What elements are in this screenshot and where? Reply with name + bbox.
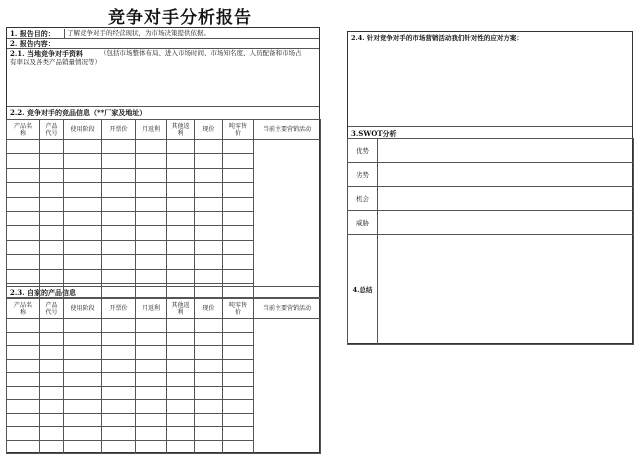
table-cell bbox=[195, 283, 223, 297]
divider bbox=[7, 106, 319, 107]
table-cell bbox=[136, 240, 167, 254]
table-cell bbox=[40, 427, 64, 441]
swot-threat-label: 威胁 bbox=[348, 211, 378, 235]
column-header bbox=[223, 299, 254, 319]
table-cell bbox=[136, 319, 167, 333]
column-header bbox=[195, 299, 223, 319]
table-cell bbox=[40, 413, 64, 427]
table-cell bbox=[40, 255, 64, 269]
column-header bbox=[102, 299, 136, 319]
table-cell bbox=[7, 359, 40, 373]
column-header bbox=[254, 299, 321, 319]
table-cell bbox=[167, 168, 195, 182]
table-cell bbox=[223, 269, 254, 283]
purpose-divider bbox=[64, 29, 65, 38]
table-cell bbox=[195, 400, 223, 414]
column-header-line: 代号 bbox=[45, 308, 58, 316]
table-cell bbox=[136, 427, 167, 441]
table-cell bbox=[102, 427, 136, 441]
table-cell bbox=[223, 359, 254, 373]
table-cell bbox=[195, 154, 223, 168]
swot-opportunity-label: 机会 bbox=[348, 187, 378, 211]
table-cell bbox=[167, 427, 195, 441]
table-cell bbox=[167, 269, 195, 283]
swot-strength-cell bbox=[378, 139, 634, 163]
table-cell bbox=[195, 211, 223, 225]
table-cell bbox=[167, 255, 195, 269]
table-cell bbox=[195, 240, 223, 254]
table-cell bbox=[40, 168, 64, 182]
table-cell bbox=[195, 373, 223, 387]
table-cell bbox=[223, 197, 254, 211]
table-cell bbox=[102, 373, 136, 387]
table-cell bbox=[223, 183, 254, 197]
content-label: 2. 报告内容： bbox=[10, 39, 55, 48]
table-cell bbox=[223, 400, 254, 414]
column-header bbox=[195, 120, 223, 140]
swot-threat-cell bbox=[378, 211, 634, 235]
table-cell bbox=[102, 226, 136, 240]
table-cell bbox=[40, 197, 64, 211]
column-header bbox=[136, 120, 167, 140]
table-cell bbox=[223, 154, 254, 168]
table-cell bbox=[7, 283, 40, 297]
summary-cell bbox=[378, 235, 634, 345]
table-cell bbox=[40, 346, 64, 360]
column-header bbox=[7, 120, 40, 140]
column-header-line: 当前主要营销活动 bbox=[262, 126, 311, 133]
table-cell bbox=[64, 319, 102, 333]
column-header bbox=[7, 299, 40, 319]
column-header-line: 称 bbox=[19, 129, 26, 137]
table-cell bbox=[223, 283, 254, 297]
table-cell bbox=[102, 283, 136, 297]
table-cell bbox=[64, 413, 102, 427]
column-header-line: 利 bbox=[177, 129, 184, 137]
section-2-2-label: 2.2. 竞争对手的竞品信息（**厂家及地址） bbox=[10, 108, 147, 117]
table-cell bbox=[7, 211, 40, 225]
table-cell bbox=[223, 427, 254, 441]
swot-strength-label: 优势 bbox=[348, 139, 378, 163]
table-cell bbox=[136, 440, 167, 454]
summary-label: 4.总结 bbox=[348, 235, 378, 345]
table-cell bbox=[136, 332, 167, 346]
table-cell bbox=[7, 386, 40, 400]
column-header-line: 吨零售 bbox=[228, 301, 247, 309]
table-cell bbox=[167, 183, 195, 197]
column-header bbox=[40, 299, 64, 319]
table-cell bbox=[195, 359, 223, 373]
table-cell bbox=[7, 269, 40, 283]
table-cell bbox=[195, 140, 223, 154]
table-cell bbox=[40, 373, 64, 387]
table-cell bbox=[223, 211, 254, 225]
table-cell bbox=[7, 255, 40, 269]
table-cell bbox=[136, 400, 167, 414]
table-cell bbox=[7, 400, 40, 414]
table-cell bbox=[223, 386, 254, 400]
table-cell bbox=[167, 386, 195, 400]
table-cell bbox=[195, 226, 223, 240]
divider bbox=[348, 126, 632, 127]
column-header bbox=[167, 120, 195, 140]
section-2-4-label: 2.4. 针对竞争对手的市场营销活动我们针对性的应对方案： bbox=[351, 34, 523, 42]
table-cell bbox=[195, 332, 223, 346]
column-header bbox=[64, 120, 102, 140]
section-2-3-label: 2.3. 自家的产品信息 bbox=[10, 288, 77, 297]
table-cell bbox=[40, 240, 64, 254]
competitor-product-table bbox=[6, 119, 321, 298]
table-cell bbox=[40, 226, 64, 240]
table-cell bbox=[223, 413, 254, 427]
table-cell bbox=[167, 140, 195, 154]
table-cell bbox=[167, 319, 195, 333]
table-cell bbox=[64, 269, 102, 283]
column-header-line: 使用阶段 bbox=[70, 305, 95, 312]
table-cell bbox=[64, 386, 102, 400]
marketing-activity-cell bbox=[254, 319, 321, 454]
table-cell bbox=[40, 359, 64, 373]
table-cell bbox=[64, 400, 102, 414]
swot-table bbox=[347, 138, 634, 345]
table-cell bbox=[136, 140, 167, 154]
column-header-line: 开票价 bbox=[109, 126, 128, 133]
table-cell bbox=[7, 319, 40, 333]
column-header bbox=[40, 120, 64, 140]
table-cell bbox=[136, 373, 167, 387]
table-cell bbox=[102, 197, 136, 211]
column-header-line: 产品 bbox=[45, 122, 58, 130]
table-cell bbox=[195, 183, 223, 197]
table-cell bbox=[136, 197, 167, 211]
table-header-row bbox=[7, 299, 321, 319]
column-header bbox=[136, 299, 167, 319]
section-3-label: 3.SWOT分析 bbox=[351, 129, 397, 138]
table-cell bbox=[195, 386, 223, 400]
column-header-line: 产品名 bbox=[13, 301, 32, 309]
table-cell bbox=[223, 319, 254, 333]
table-cell bbox=[40, 386, 64, 400]
table-cell bbox=[195, 427, 223, 441]
table-cell bbox=[195, 346, 223, 360]
table-cell bbox=[167, 332, 195, 346]
table-cell bbox=[167, 359, 195, 373]
table-cell bbox=[40, 183, 64, 197]
table-cell bbox=[223, 140, 254, 154]
table-cell bbox=[102, 400, 136, 414]
table-cell bbox=[40, 140, 64, 154]
table-cell bbox=[195, 269, 223, 283]
table-cell bbox=[102, 168, 136, 182]
table-cell bbox=[136, 255, 167, 269]
table-cell bbox=[167, 240, 195, 254]
column-header-line: 称 bbox=[19, 308, 26, 316]
table-cell bbox=[64, 240, 102, 254]
table-cell bbox=[64, 140, 102, 154]
table-cell bbox=[167, 400, 195, 414]
table-cell bbox=[102, 332, 136, 346]
table-cell bbox=[102, 359, 136, 373]
column-header-line: 价 bbox=[234, 308, 241, 316]
table-cell bbox=[7, 373, 40, 387]
column-header-line: 开票价 bbox=[109, 305, 128, 312]
table-cell bbox=[102, 211, 136, 225]
table-cell bbox=[167, 346, 195, 360]
table-cell bbox=[7, 240, 40, 254]
table-cell bbox=[64, 346, 102, 360]
column-header bbox=[167, 299, 195, 319]
column-header-line: 其他返 bbox=[171, 301, 190, 309]
table-cell bbox=[136, 183, 167, 197]
column-header bbox=[254, 120, 321, 140]
table-cell bbox=[7, 168, 40, 182]
table-cell bbox=[102, 319, 136, 333]
table-cell bbox=[167, 211, 195, 225]
table-cell bbox=[102, 140, 136, 154]
table-cell bbox=[136, 346, 167, 360]
column-header-line: 使用阶段 bbox=[70, 126, 95, 133]
table-header-row bbox=[7, 120, 321, 140]
table-cell bbox=[136, 154, 167, 168]
column-header-line: 代号 bbox=[45, 129, 58, 137]
table-cell bbox=[223, 226, 254, 240]
table-cell bbox=[223, 255, 254, 269]
table-cell bbox=[136, 359, 167, 373]
table-cell bbox=[223, 332, 254, 346]
table-cell bbox=[136, 168, 167, 182]
table-cell bbox=[64, 373, 102, 387]
table-cell bbox=[167, 283, 195, 297]
table-cell bbox=[40, 269, 64, 283]
table-cell bbox=[195, 255, 223, 269]
purpose-label: 1. 报告目的： bbox=[10, 29, 55, 38]
swot-opportunity-cell bbox=[378, 187, 634, 211]
column-header-line: 产品 bbox=[45, 301, 58, 309]
table-cell bbox=[102, 154, 136, 168]
table-cell bbox=[136, 211, 167, 225]
table-cell bbox=[64, 427, 102, 441]
section-2-1-label: 2.1. 当地竞争对手资料 bbox=[10, 49, 84, 58]
table-cell bbox=[7, 183, 40, 197]
column-header-line: 现价 bbox=[202, 126, 215, 133]
table-cell bbox=[40, 332, 64, 346]
table-cell bbox=[7, 413, 40, 427]
table-cell bbox=[195, 319, 223, 333]
table-row bbox=[7, 319, 321, 333]
table-cell bbox=[136, 386, 167, 400]
table-cell bbox=[64, 226, 102, 240]
table-cell bbox=[64, 255, 102, 269]
table-cell bbox=[195, 197, 223, 211]
table-cell bbox=[167, 197, 195, 211]
table-cell bbox=[167, 413, 195, 427]
table-cell bbox=[7, 427, 40, 441]
column-header-line: 月返利 bbox=[141, 305, 160, 312]
page-title: 竞争对手分析报告 bbox=[108, 8, 252, 28]
column-header-line: 价 bbox=[234, 129, 241, 137]
table-cell bbox=[102, 240, 136, 254]
column-header-line: 产品名 bbox=[13, 122, 32, 130]
column-header bbox=[223, 120, 254, 140]
swot-weakness-label: 劣势 bbox=[348, 163, 378, 187]
column-header-line: 利 bbox=[177, 308, 184, 316]
table-cell bbox=[167, 226, 195, 240]
table-cell bbox=[195, 168, 223, 182]
table-cell bbox=[64, 197, 102, 211]
table-cell bbox=[64, 359, 102, 373]
table-cell bbox=[102, 440, 136, 454]
table-cell bbox=[7, 154, 40, 168]
table-cell bbox=[40, 211, 64, 225]
purpose-text: 了解竞争对手的经营现状，为市场决策提供依据。 bbox=[67, 29, 210, 37]
section-2-1-desc: （包括市场整体布局、进入市场时间、市场知名度、人员配备和市场占 bbox=[100, 49, 302, 57]
table-cell bbox=[167, 154, 195, 168]
table-cell bbox=[102, 386, 136, 400]
table-cell bbox=[64, 440, 102, 454]
table-cell bbox=[136, 283, 167, 297]
table-cell bbox=[7, 332, 40, 346]
column-header-line: 当前主要营销活动 bbox=[262, 305, 311, 312]
table-cell bbox=[40, 319, 64, 333]
table-cell bbox=[136, 413, 167, 427]
table-cell bbox=[7, 140, 40, 154]
table-cell bbox=[102, 413, 136, 427]
table-cell bbox=[136, 269, 167, 283]
table-cell bbox=[102, 269, 136, 283]
column-header-line: 现价 bbox=[202, 305, 215, 312]
table-cell bbox=[64, 183, 102, 197]
table-cell bbox=[64, 154, 102, 168]
table-cell bbox=[40, 440, 64, 454]
column-header-line: 月返利 bbox=[141, 126, 160, 133]
table-cell bbox=[64, 332, 102, 346]
table-cell bbox=[7, 226, 40, 240]
table-cell bbox=[7, 346, 40, 360]
column-header-line: 其他返 bbox=[171, 122, 190, 130]
table-cell bbox=[102, 183, 136, 197]
swot-weakness-cell bbox=[378, 163, 634, 187]
column-header-line: 吨零售 bbox=[228, 122, 247, 130]
table-cell bbox=[223, 373, 254, 387]
table-cell bbox=[7, 440, 40, 454]
table-cell bbox=[223, 168, 254, 182]
table-row bbox=[7, 140, 321, 154]
table-cell bbox=[195, 440, 223, 454]
table-cell bbox=[64, 168, 102, 182]
table-cell bbox=[64, 211, 102, 225]
table-cell bbox=[102, 255, 136, 269]
table-cell bbox=[195, 413, 223, 427]
table-cell bbox=[40, 154, 64, 168]
marketing-activity-cell bbox=[254, 140, 321, 298]
table-cell bbox=[7, 197, 40, 211]
table-cell bbox=[167, 373, 195, 387]
section-2-1-desc2: 有率以及各类产品销量情况等） bbox=[10, 58, 101, 66]
table-cell bbox=[223, 240, 254, 254]
table-cell bbox=[40, 283, 64, 297]
table-cell bbox=[102, 346, 136, 360]
table-cell bbox=[136, 226, 167, 240]
table-cell bbox=[167, 440, 195, 454]
column-header bbox=[64, 299, 102, 319]
own-product-table bbox=[6, 298, 321, 454]
table-cell bbox=[223, 440, 254, 454]
column-header bbox=[102, 120, 136, 140]
table-cell bbox=[40, 400, 64, 414]
table-cell bbox=[223, 346, 254, 360]
table-cell bbox=[64, 283, 102, 297]
